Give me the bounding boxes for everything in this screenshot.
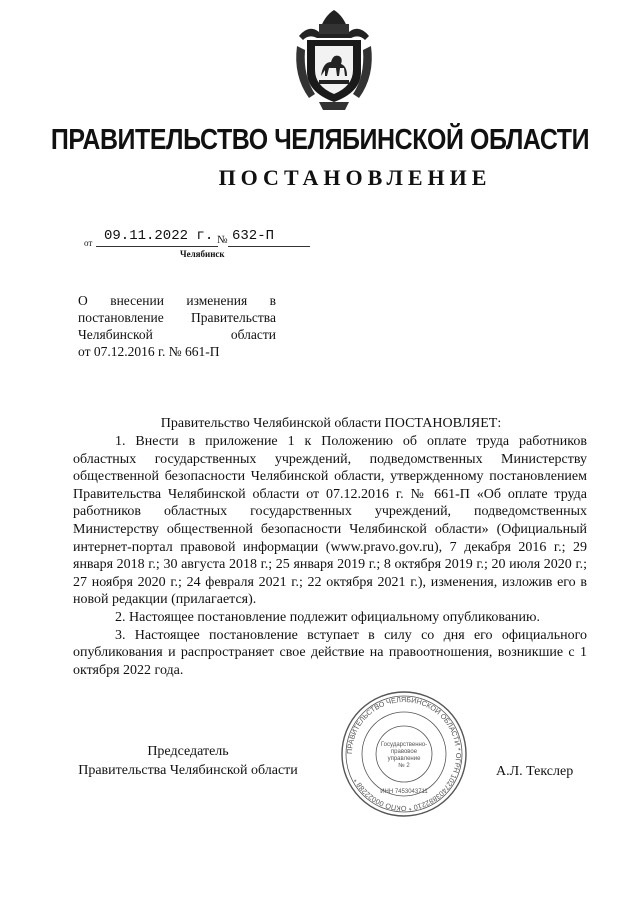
document-number: 632-П — [232, 228, 275, 244]
document-type-title: ПОСТАНОВЛЕНИЕ — [218, 165, 492, 190]
paragraph-2: 2. Настоящее постановление подлежит официальному опубликованию. — [115, 609, 540, 625]
number-sign: № — [217, 234, 228, 246]
svg-text:Государственно-: Государственно- — [380, 742, 428, 748]
government-title: ПРАВИТЕЛЬСТВО ЧЕЛЯБИНСКОЙ ОБЛАСТИ — [50, 124, 590, 156]
document-body — [73, 433, 587, 679]
subject-line: О внесении изменения в — [78, 293, 276, 308]
svg-text:правовое: правовое — [390, 749, 418, 755]
date-prefix: от — [84, 238, 93, 248]
document-subject — [78, 292, 276, 360]
paragraph-1: 1. Внести в приложение 1 к Положению об оплате труда работников областных государственных учреждений, подведомственных Министерству общественной безопасности Челябинской области, утвержденному постановлением Правительства Челябинской области от 07.12.2016 г. № 661-П «Об оплате труда работников областных государственных учреждений, подведомственных Министерству общественной безопасности Челябинской области» (Официальный интернет-портал правовой информации (www.pravo.gov.ru), 7 декабря 2016 г.; 29 января 2018 г.; 30 августа 2018 г.; 25 января 2019 г.; 8 октября 2019 г.; 20 июля 2020 г.; 27 ноября 2020 г.; 24 февраля 2021 г.; 22 октября 2021 г.), изменения, изложив его в новой редакции (прилагается). — [73, 434, 587, 608]
signer-title-line2: Правительства Челябинской области — [78, 763, 298, 778]
subject-line: от 07.12.2016 г. № 661-П — [78, 344, 220, 359]
document-date: 09.11.2022 г. — [104, 228, 214, 244]
svg-text:управление: управление — [387, 756, 421, 762]
signer-name: А.Л. Текслер — [496, 764, 574, 779]
official-seal — [340, 690, 468, 818]
svg-text:№ 2: № 2 — [398, 763, 410, 769]
subject-line: Челябинской области — [78, 327, 276, 342]
signer-title — [72, 742, 304, 780]
number-underline — [228, 246, 310, 247]
paragraph-3: 3. Настоящее постановление вступает в силу со дня его официального опубликования и распространяет свое действие на правоотношения, возникшие с 1 октября 2022 года. — [73, 627, 587, 678]
subject-line: постановление Правительства — [78, 310, 276, 325]
date-underline — [96, 246, 218, 247]
city-label: Челябинск — [180, 249, 225, 259]
preamble: Правительство Челябинской области ПОСТАНОВЛЯЕТ: — [160, 416, 502, 431]
signer-title-line1: Председатель — [147, 744, 229, 759]
svg-text:ИНН 7453043711: ИНН 7453043711 — [380, 789, 428, 795]
coat-of-arms-emblem — [289, 6, 379, 114]
svg-text:ПРАВИТЕЛЬСТВО ЧЕЛЯБИНСКОЙ ОБЛА: ПРАВИТЕЛЬСТВО ЧЕЛЯБИНСКОЙ ОБЛАСТИ * ОГРН 1027403882210 * ОКПО 00022288 * — [344, 694, 464, 814]
